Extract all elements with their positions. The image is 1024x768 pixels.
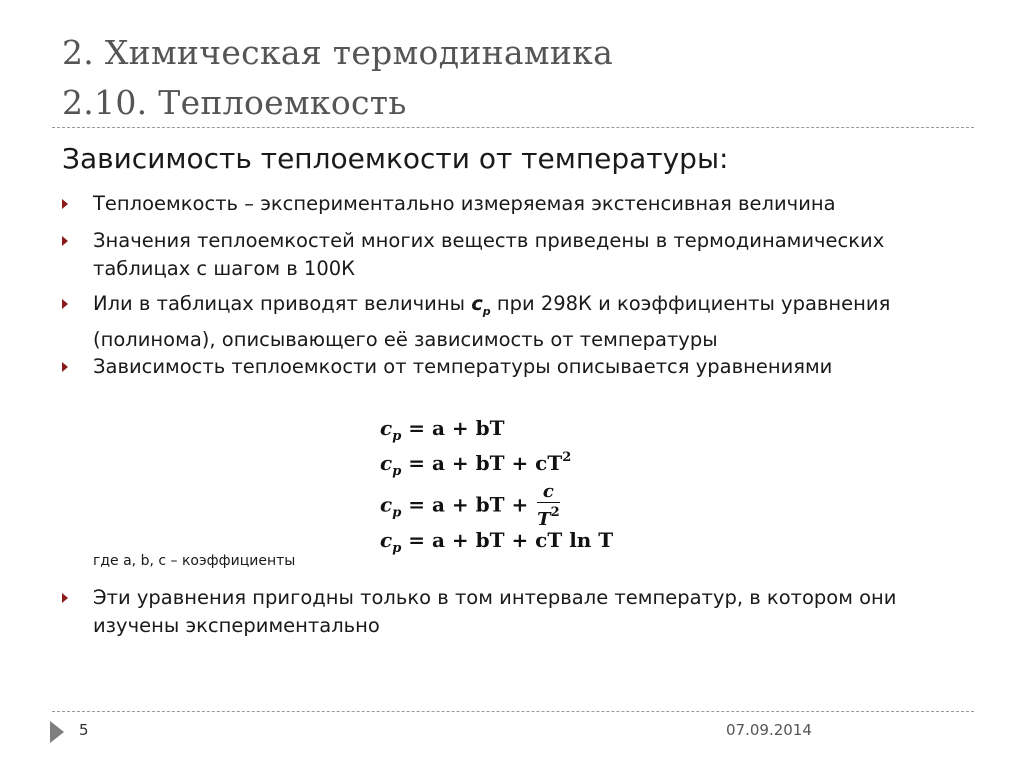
slide-date: 07.09.2014 bbox=[726, 721, 812, 739]
bullet-arrow-icon bbox=[62, 593, 68, 603]
formula-4: $c_p = a$ + bT + cT ln T bbox=[380, 528, 614, 556]
bullet-text-after: при 298К и коэффициенты уравнения (полинома), описывающего её зависимость от температуры bbox=[93, 292, 891, 351]
bullet-arrow-icon bbox=[62, 362, 68, 372]
formula-1: $c_p = a$ + bT bbox=[380, 416, 505, 444]
bullet-text-before: Или в таблицах приводят величины bbox=[93, 292, 472, 315]
slide-title bbox=[62, 28, 962, 128]
bullet-arrow-icon bbox=[62, 199, 68, 209]
bullet-text: Значения теплоемкостей многих веществ приведены в термодинамических таблицах с шагом в 100К bbox=[93, 229, 885, 280]
bullet-item bbox=[62, 353, 962, 381]
cp-symbol: $c_p$ bbox=[471, 292, 491, 318]
bullet-item bbox=[62, 190, 962, 218]
slide-subtitle: Зависимость теплоемкости от температуры: bbox=[62, 142, 729, 175]
coefficients-note: где a, b, c – коэффициенты bbox=[93, 553, 296, 569]
bullet-arrow-icon bbox=[62, 236, 68, 246]
fraction: $\frac{c}{T^2}$ bbox=[537, 481, 560, 530]
title-separator bbox=[52, 127, 974, 128]
bullet-text bbox=[93, 290, 962, 354]
bullet-text: Теплоемкость – экспериментально измеряемая экстенсивная величина bbox=[93, 192, 836, 215]
bullet-text: Зависимость теплоемкости от температуры описывается уравнениями bbox=[93, 355, 833, 378]
title-line-1: 2. Химическая термодинамика bbox=[62, 33, 614, 72]
footer-arrow-icon bbox=[50, 721, 64, 743]
footer-separator bbox=[52, 711, 974, 712]
page-number: 5 bbox=[79, 721, 89, 739]
bullet-text: Эти уравнения пригодны только в том интервале температур, в котором они изучены экспериментально bbox=[93, 586, 897, 637]
bullet-arrow-icon bbox=[62, 299, 68, 309]
formula-3: $c_p = a$ + bT + $\frac{c}{T^2}$ bbox=[380, 481, 560, 530]
title-line-2: 2.10. Теплоемкость bbox=[62, 83, 407, 122]
bullet-item bbox=[62, 290, 962, 354]
bullet-item bbox=[62, 584, 962, 640]
bullet-item bbox=[62, 227, 962, 283]
formula-2: $c_p = a$ + bT + $cT^2$ bbox=[380, 450, 572, 479]
